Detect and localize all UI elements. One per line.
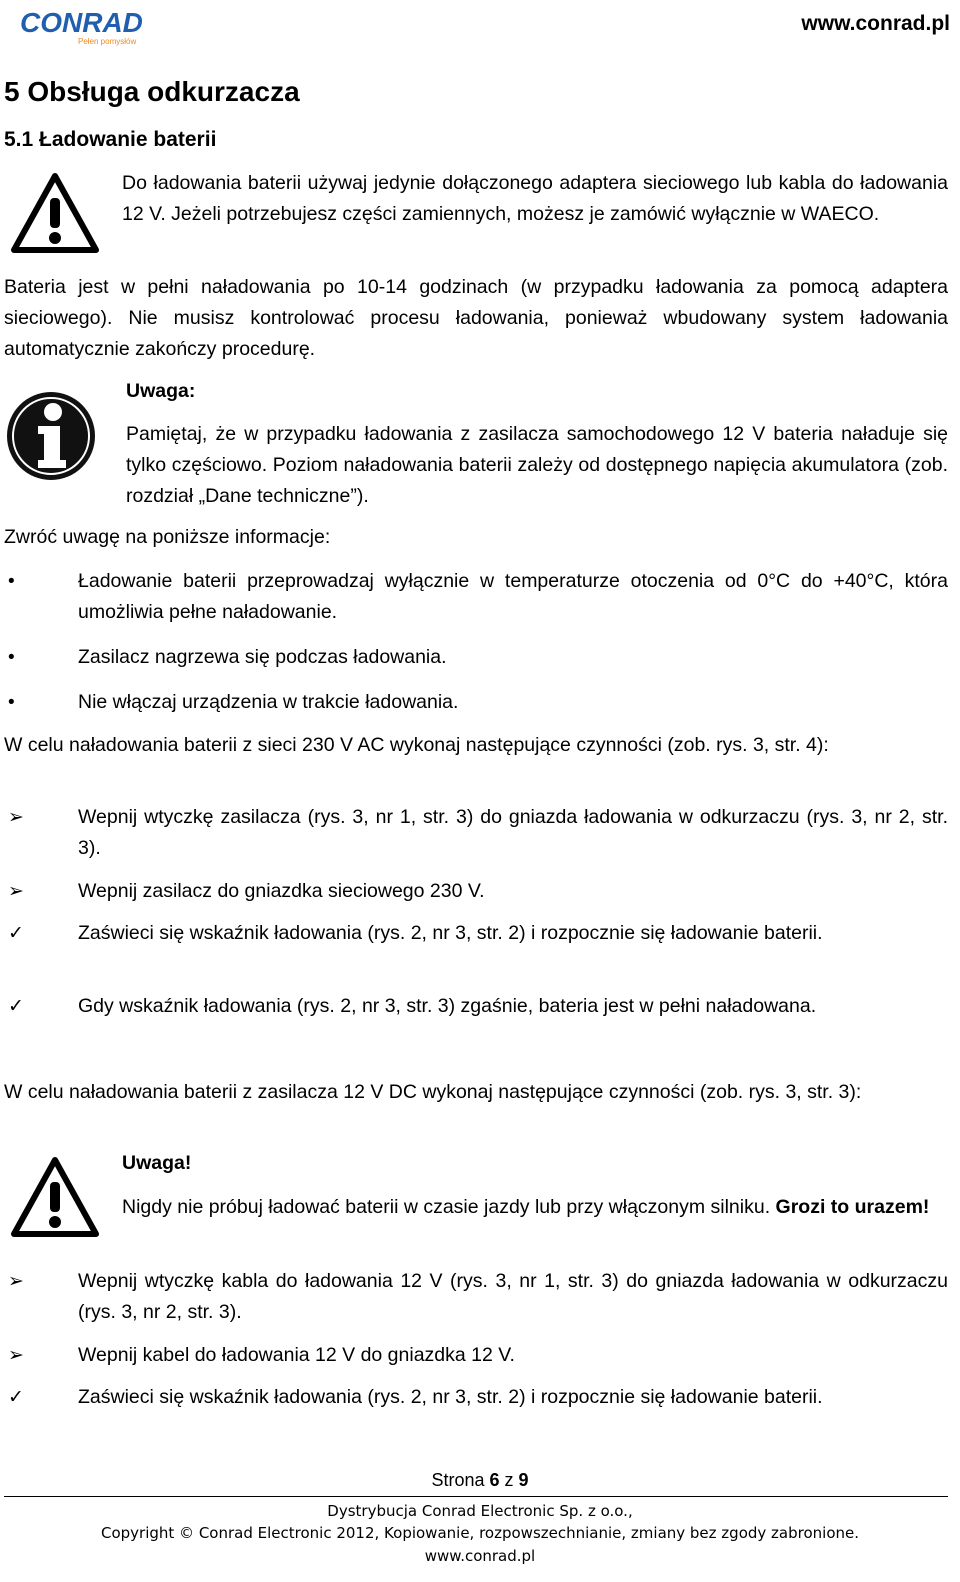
warning-icon bbox=[10, 172, 100, 254]
check-icon: ✓ bbox=[8, 996, 24, 1017]
warning-icon bbox=[10, 1156, 100, 1238]
footer-distributor: Dystrybucja Conrad Electronic Sp. z o.o., bbox=[327, 1502, 633, 1520]
section-heading: 5 Obsługa odkurzacza bbox=[4, 76, 300, 107]
step-item bbox=[0, 1382, 948, 1444]
warning-title: Uwaga! bbox=[122, 1152, 192, 1174]
footer-copyright: Copyright © Conrad Electronic 2012, Kopiowanie, rozpowszechnianie, zmiany bez zgody zabronione. bbox=[101, 1524, 859, 1542]
notice-intro: Zwróć uwagę na poniższe informacje: bbox=[4, 526, 331, 548]
list-item bbox=[0, 687, 948, 718]
info-icon bbox=[4, 388, 98, 484]
ac-intro: W celu naładowania baterii z sieci 230 V AC wykonaj następujące czynności (zob. rys. 3, str. 4): bbox=[4, 734, 829, 756]
step-item bbox=[0, 991, 948, 1022]
info-title: Uwaga: bbox=[126, 380, 196, 402]
paragraph-charging-time: Bateria jest w pełni naładowania po 10-14 godzinach (w przypadku ładowania za pomocą adaptera sieciowego). Nie musisz kontrolować procesu ładowania, ponieważ wbudowany system ładowania automatycznie zakończy procedurę. bbox=[4, 276, 948, 360]
bullet-icon: • bbox=[8, 692, 15, 713]
check-icon: ✓ bbox=[8, 923, 24, 944]
arrow-icon: ➢ bbox=[8, 881, 24, 902]
bullet-icon: • bbox=[8, 571, 15, 592]
list-item-text: Ładowanie baterii przeprowadzaj wyłącznie w temperaturze otoczenia od 0°C do +40°C, która umożliwia pełne naładowanie. bbox=[78, 570, 948, 623]
step-text: Wepnij zasilacz do gniazdka sieciowego 230 V. bbox=[78, 880, 485, 902]
page-number: Strona 6 z 9 bbox=[431, 1470, 529, 1490]
warning-text: Nigdy nie próbuj ładować baterii w czasie jazdy lub przy włączonym silniku. Grozi to urazem! bbox=[122, 1196, 930, 1218]
subsection-heading: 5.1 Ładowanie baterii bbox=[4, 128, 217, 151]
step-text: Gdy wskaźnik ładowania (rys. 2, nr 3, str. 3) zgaśnie, bateria jest w pełni naładowana. bbox=[78, 995, 817, 1017]
footer-divider bbox=[4, 1496, 948, 1497]
logo-text: CONRAD bbox=[20, 8, 143, 38]
arrow-icon: ➢ bbox=[8, 1271, 24, 1292]
step-item bbox=[0, 876, 948, 907]
dc-intro: W celu naładowania baterii z zasilacza 12 V DC wykonaj następujące czynności (zob. rys. 3, str. 3): bbox=[4, 1081, 862, 1103]
check-icon: ✓ bbox=[8, 1387, 24, 1408]
arrow-icon: ➢ bbox=[8, 807, 24, 828]
arrow-icon: ➢ bbox=[8, 1345, 24, 1366]
step-item bbox=[0, 1340, 948, 1371]
step-text: Zaświeci się wskaźnik ładowania (rys. 2, nr 3, str. 2) i rozpocznie się ładowanie baterii. bbox=[78, 1386, 823, 1408]
list-item-text: Nie włączaj urządzenia w trakcie ładowania. bbox=[78, 691, 459, 713]
step-text: Zaświeci się wskaźnik ładowania (rys. 2, nr 3, str. 2) i rozpocznie się ładowanie baterii. bbox=[78, 922, 823, 944]
site-url[interactable]: www.conrad.pl bbox=[801, 12, 950, 35]
logo-tagline: Pełen pomysłów bbox=[78, 37, 137, 46]
step-item bbox=[0, 802, 948, 864]
list-item-text: Zasilacz nagrzewa się podczas ładowania. bbox=[78, 646, 447, 668]
step-item bbox=[0, 918, 948, 980]
warning-text: Do ładowania baterii używaj jedynie dołączonego adaptera sieciowego lub kabla do ładowania 12 V. Jeżeli potrzebujesz części zamiennych, możesz je zamówić wyłącznie w WAECO. bbox=[122, 172, 948, 225]
step-text: Wepnij wtyczkę zasilacza (rys. 3, nr 1, str. 3) do gniazda ładowania w odkurzaczu (rys. 3, nr 2, str. 3). bbox=[78, 806, 948, 859]
warning-emphasis: Grozi to urazem! bbox=[775, 1196, 930, 1218]
step-text: Wepnij wtyczkę kabla do ładowania 12 V (rys. 3, nr 1, str. 3) do gniazda ładowania w odkurzaczu (rys. 3, nr 2, str. 3). bbox=[78, 1270, 948, 1323]
step-item bbox=[0, 1266, 948, 1328]
bullet-icon: • bbox=[8, 647, 15, 668]
footer-url[interactable]: www.conrad.pl bbox=[424, 1547, 536, 1565]
list-item bbox=[0, 642, 948, 673]
conrad-logo[interactable] bbox=[20, 8, 150, 46]
list-item bbox=[0, 566, 948, 628]
step-text: Wepnij kabel do ładowania 12 V do gniazdka 12 V. bbox=[78, 1344, 515, 1366]
info-text: Pamiętaj, że w przypadku ładowania z zasilacza samochodowego 12 V bateria naładuje się tylko częściowo. Poziom naładowania baterii zależy od dostępnego napięcia akumulatora (zob. rozdział „Dane techniczne”). bbox=[126, 423, 948, 507]
